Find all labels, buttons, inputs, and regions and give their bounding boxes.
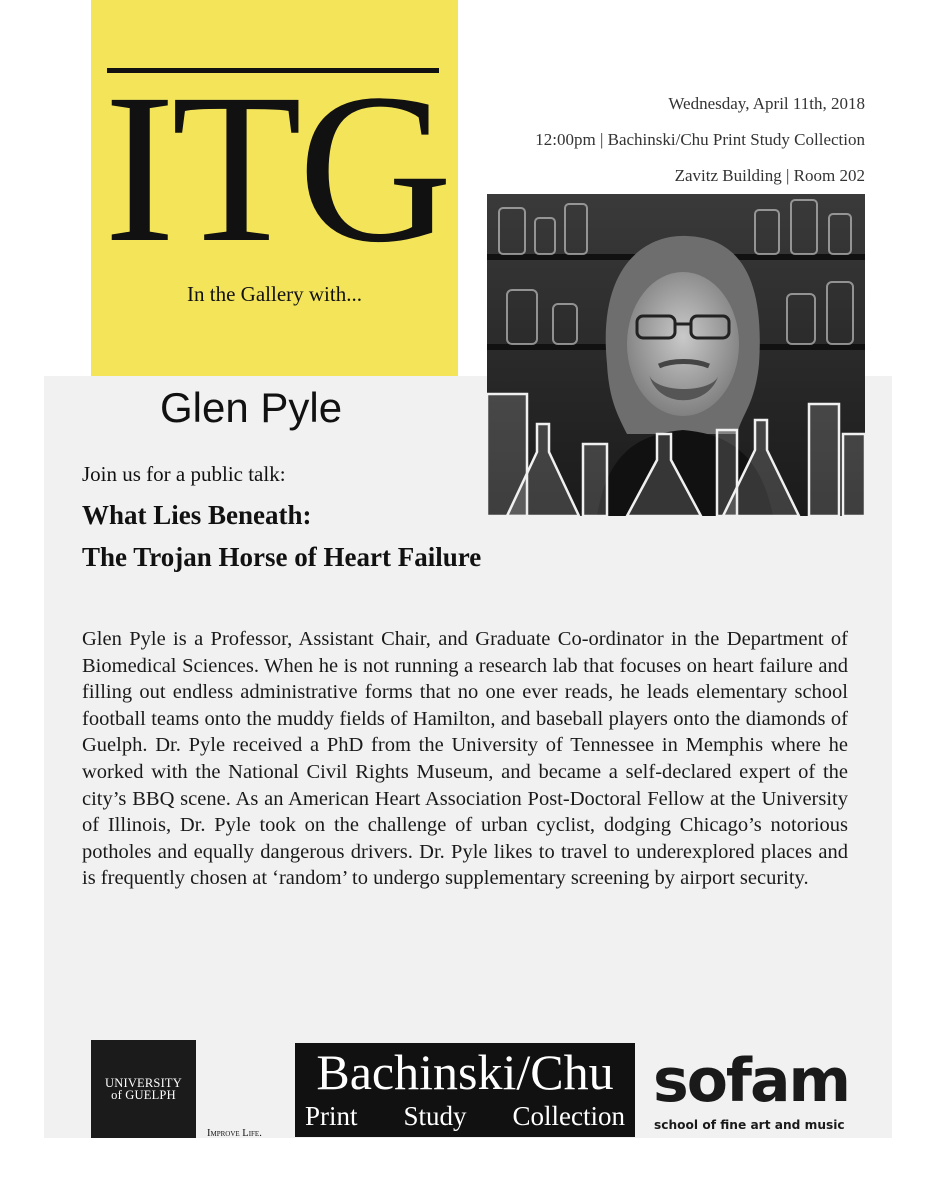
event-date: Wednesday, April 11th, 2018: [668, 94, 865, 113]
sofam-logo-subtitle: school of fine art and music: [654, 1118, 845, 1132]
university-of-guelph-logo: [91, 1040, 196, 1138]
event-info: [535, 86, 865, 194]
bachinski-sub-word-2: Study: [403, 1101, 467, 1131]
guelph-logo-line1: UNIVERSITY: [105, 1076, 182, 1090]
speaker-name: Glen Pyle: [160, 384, 343, 431]
tagline: In the Gallery with...: [187, 282, 362, 306]
bachinski-sub-word-3: Collection: [512, 1101, 625, 1131]
talk-title-line1: What Lies Beneath:: [82, 500, 312, 530]
talk-title-line2: The Trojan Horse of Heart Failure: [82, 542, 482, 572]
speaker-bio: Glen Pyle is a Professor, Assistant Chair, and Graduate Co-ordinator in the Department of Biomedical Sciences. When he is not running a research lab that focuses on heart failure and filling out endless administrative forms that no one ever reads, he leads elementary school football teams onto the muddy fields of Hamilton, and baseball players onto the diamonds of Guelph. Dr. Pyle received a PhD from the University of Tennessee in Memphis where he worked with the National Civil Rights Museum, and became a self-declared expert of the city’s BBQ scene. As an American Heart Association Post-Doctoral Fellow at the University of Illinois, Dr. Pyle took on the challenge of urban cyclist, dodging Chicago’s notorious potholes and equally dangerous drivers. Dr. Pyle likes to travel to underexplored places and is frequently chosen at ‘random’ to undergo supplementary screening by airport security.: [82, 628, 848, 890]
itg-logo: ITG: [104, 50, 449, 287]
bachinski-chu-logo: [295, 1043, 635, 1137]
bachinski-logo-main: Bachinski/Chu: [316, 1044, 614, 1100]
sofam-logo: [653, 1048, 865, 1140]
talk-intro: Join us for a public talk:: [82, 462, 286, 486]
sofam-logo-word: sofam: [653, 1046, 850, 1116]
bachinski-sub-word-1: Print: [305, 1101, 358, 1131]
guelph-slogan: Improve Life.: [207, 1128, 262, 1139]
event-building-room: Zavitz Building | Room 202: [674, 166, 865, 185]
bachinski-logo-sub: [305, 1101, 625, 1131]
guelph-logo-line2: of GUELPH: [111, 1088, 176, 1102]
event-time-location: 12:00pm | Bachinski/Chu Print Study Collection: [535, 130, 865, 149]
talk-title: [82, 494, 481, 578]
speaker-photo: [487, 194, 865, 516]
